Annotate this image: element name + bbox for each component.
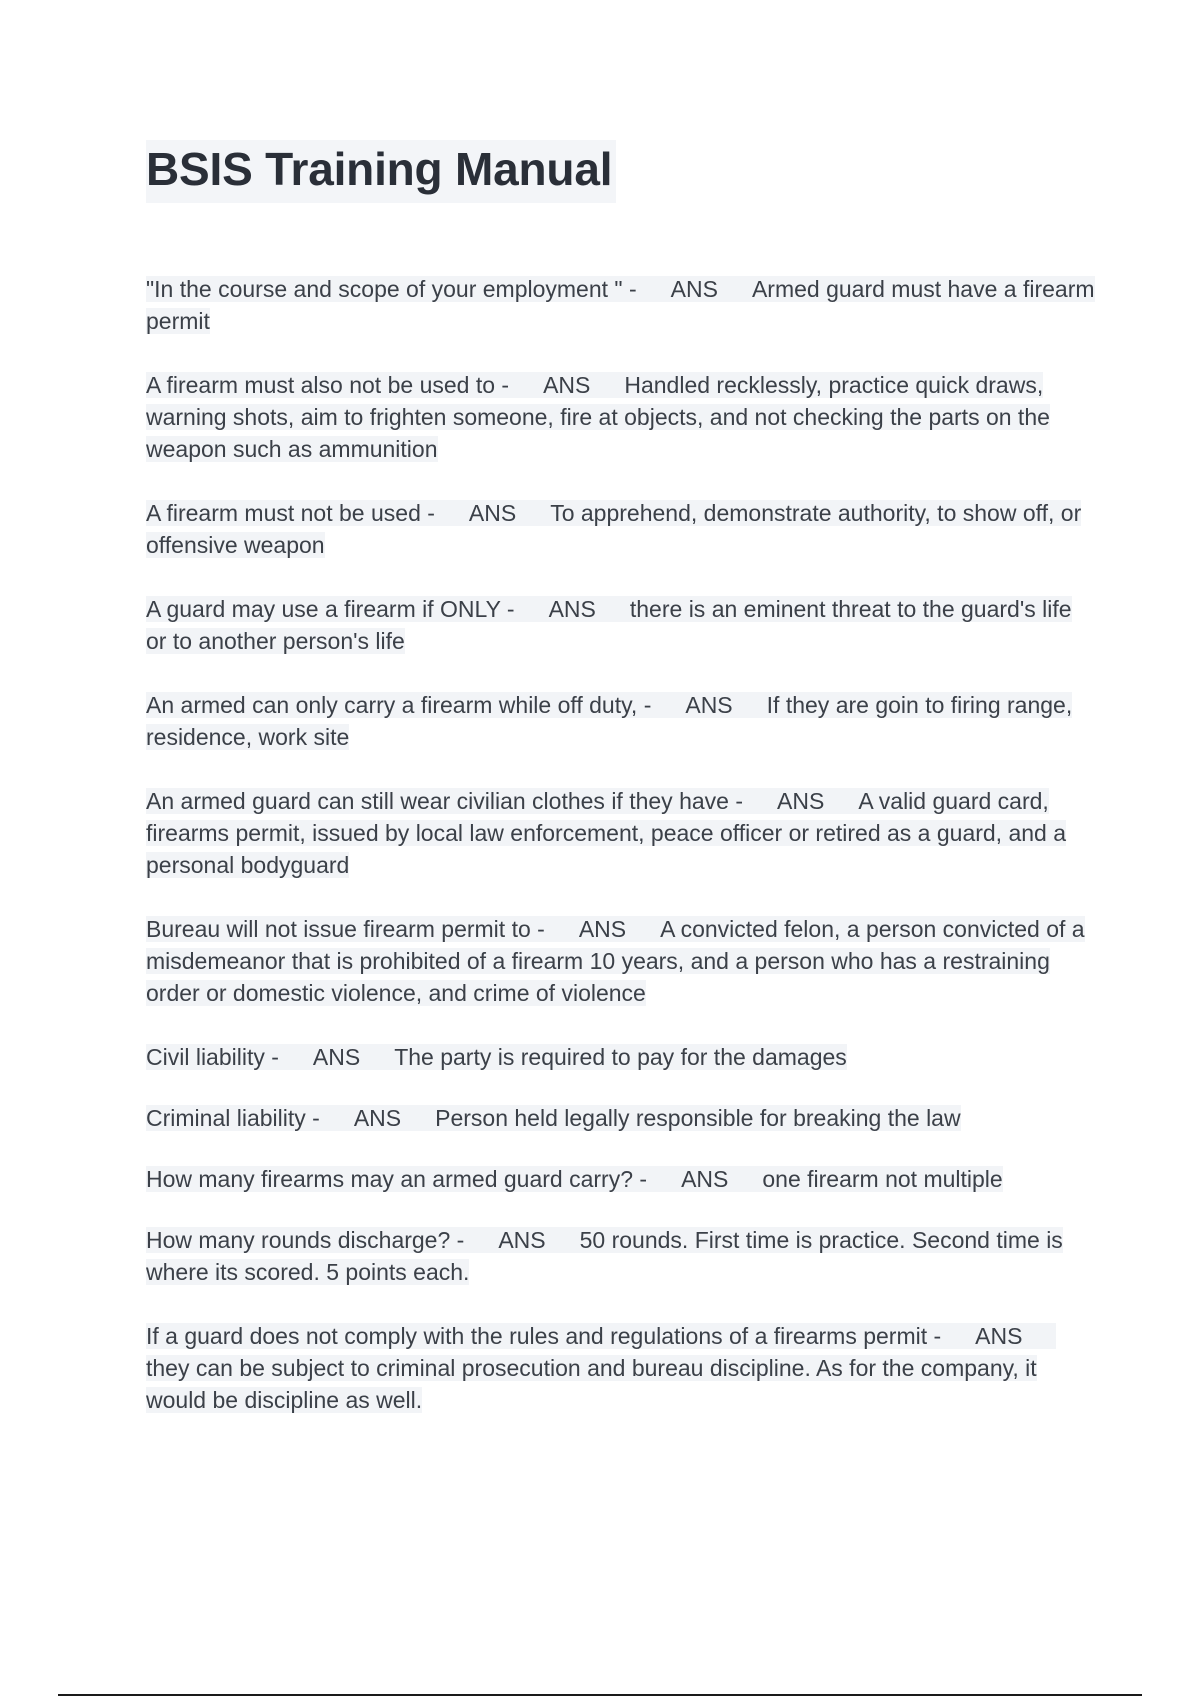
qa-item — [146, 1224, 1096, 1288]
answer-marker: ANS — [468, 500, 517, 526]
answer-text: one firearm not multiple — [762, 1166, 1003, 1192]
question-text: A guard may use a firearm if ONLY - — [146, 596, 515, 622]
qa-item — [146, 1163, 1096, 1195]
qa-item — [146, 273, 1096, 337]
answer-marker: ANS — [548, 596, 596, 622]
qa-item — [146, 497, 1096, 561]
answer-marker: ANS — [353, 1105, 402, 1131]
question-text: How many rounds discharge? - — [146, 1227, 465, 1253]
answer-text: Person held legally responsible for breaking the law — [435, 1105, 961, 1131]
answer-text: Armed guard must have a firearm permit — [146, 276, 1095, 334]
qa-item — [146, 593, 1096, 657]
answer-marker: ANS — [777, 788, 825, 814]
answer-text: The party is required to pay for the damages — [394, 1044, 847, 1070]
answer-marker: ANS — [681, 1166, 729, 1192]
answer-text: they can be subject to criminal prosecution and bureau discipline. As for the company, it would be discipline as well. — [146, 1355, 1037, 1413]
qa-list — [146, 273, 1096, 1448]
question-text: A firearm must also not be used to - — [146, 372, 510, 398]
answer-text: A convicted felon, a person convicted of a misdemeanor that is prohibited of a firearm 10 years, and a person who has a restraining order or domestic violence, and crime of violence — [146, 916, 1085, 1006]
answer-text: A valid guard card, firearms permit, issued by local law enforcement, peace officer or retired as a guard, and a personal bodyguard — [146, 788, 1067, 878]
answer-marker: ANS — [543, 372, 591, 398]
answer-text: If they are goin to firing range, residence, work site — [146, 692, 1073, 750]
question-text: An armed guard can still wear civilian clothes if they have - — [146, 788, 744, 814]
question-text: Civil liability - — [146, 1044, 279, 1070]
answer-text: To apprehend, demonstrate authority, to show off, or offensive weapon — [146, 500, 1082, 558]
question-text: Criminal liability - — [146, 1105, 320, 1131]
answer-text: 50 rounds. First time is practice. Second time is where its scored. 5 points each. — [146, 1227, 1063, 1285]
qa-item — [146, 1041, 1096, 1073]
answer-text: there is an eminent threat to the guard's life or to another person's life — [146, 596, 1072, 654]
question-text: If a guard does not comply with the rules and regulations of a firearms permit - — [146, 1323, 942, 1349]
answer-marker: ANS — [578, 916, 627, 942]
qa-item — [146, 785, 1096, 881]
answer-text: Handled recklessly, practice quick draws, warning shots, aim to frighten someone, fire at objects, and not checking the parts on the weapon such as ammunition — [146, 372, 1050, 462]
question-text: How many firearms may an armed guard carry? - — [146, 1166, 648, 1192]
qa-item — [146, 369, 1096, 465]
qa-item — [146, 913, 1096, 1009]
qa-item — [146, 689, 1096, 753]
answer-marker: ANS — [685, 692, 733, 718]
question-text: "In the course and scope of your employment " - — [146, 276, 637, 302]
qa-item — [146, 1320, 1096, 1416]
question-text: A firearm must not be used - — [146, 500, 435, 526]
qa-item — [146, 1102, 1096, 1134]
question-text: Bureau will not issue firearm permit to - — [146, 916, 545, 942]
answer-marker: ANS — [498, 1227, 546, 1253]
answer-marker: ANS — [670, 276, 718, 302]
page-title: BSIS Training Manual — [146, 140, 616, 203]
answer-marker: ANS — [975, 1323, 1023, 1349]
footer-divider — [58, 1694, 1142, 1696]
question-text: An armed can only carry a firearm while off duty, - — [146, 692, 652, 718]
answer-marker: ANS — [312, 1044, 361, 1070]
